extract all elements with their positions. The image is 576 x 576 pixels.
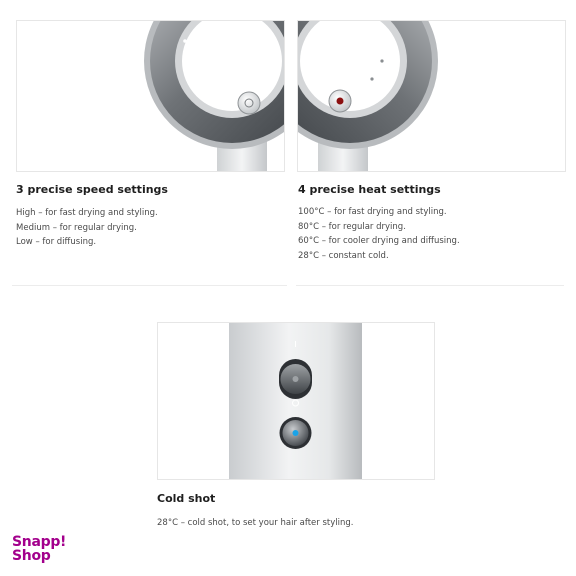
heat-settings-image [297,20,566,172]
divider-right [296,285,564,286]
divider-left [12,285,287,286]
heat-settings-description [298,205,460,263]
speed-settings-image [16,20,285,172]
dryer-heat-illustration [298,21,565,171]
heat-setting-100: 100°C – for fast drying and styling. [298,207,447,217]
cold-shot-description [157,516,353,531]
heat-settings-title: 4 precise heat settings [298,183,441,196]
cold-shot-indicator [293,430,299,436]
dryer-speed-illustration [17,21,284,171]
cold-shot-title: Cold shot [157,492,216,505]
cold-shot-image [157,322,435,480]
heat-setting-80: 80°C – for regular drying. [298,221,406,232]
heat-setting-28: 28°C – constant cold. [298,250,389,261]
speed-setting-high: High – for fast drying and styling. [16,208,158,218]
logo-line-2: Shop [12,548,51,564]
logo-line-1: Snapp! [12,534,67,550]
speed-setting-medium: Medium – for regular drying. [16,222,137,233]
cold-shot-line: 28°C – cold shot, to set your hair after styling. [157,518,354,528]
speed-settings-title: 3 precise speed settings [16,183,168,196]
heat-setting-60: 60°C – for cooler drying and diffusing. [298,236,460,247]
speed-setting-low: Low – for diffusing. [16,237,97,248]
speed-settings-description [16,206,158,250]
dryer-handle-illustration [158,323,434,479]
snapp-shop-logo [12,535,66,563]
